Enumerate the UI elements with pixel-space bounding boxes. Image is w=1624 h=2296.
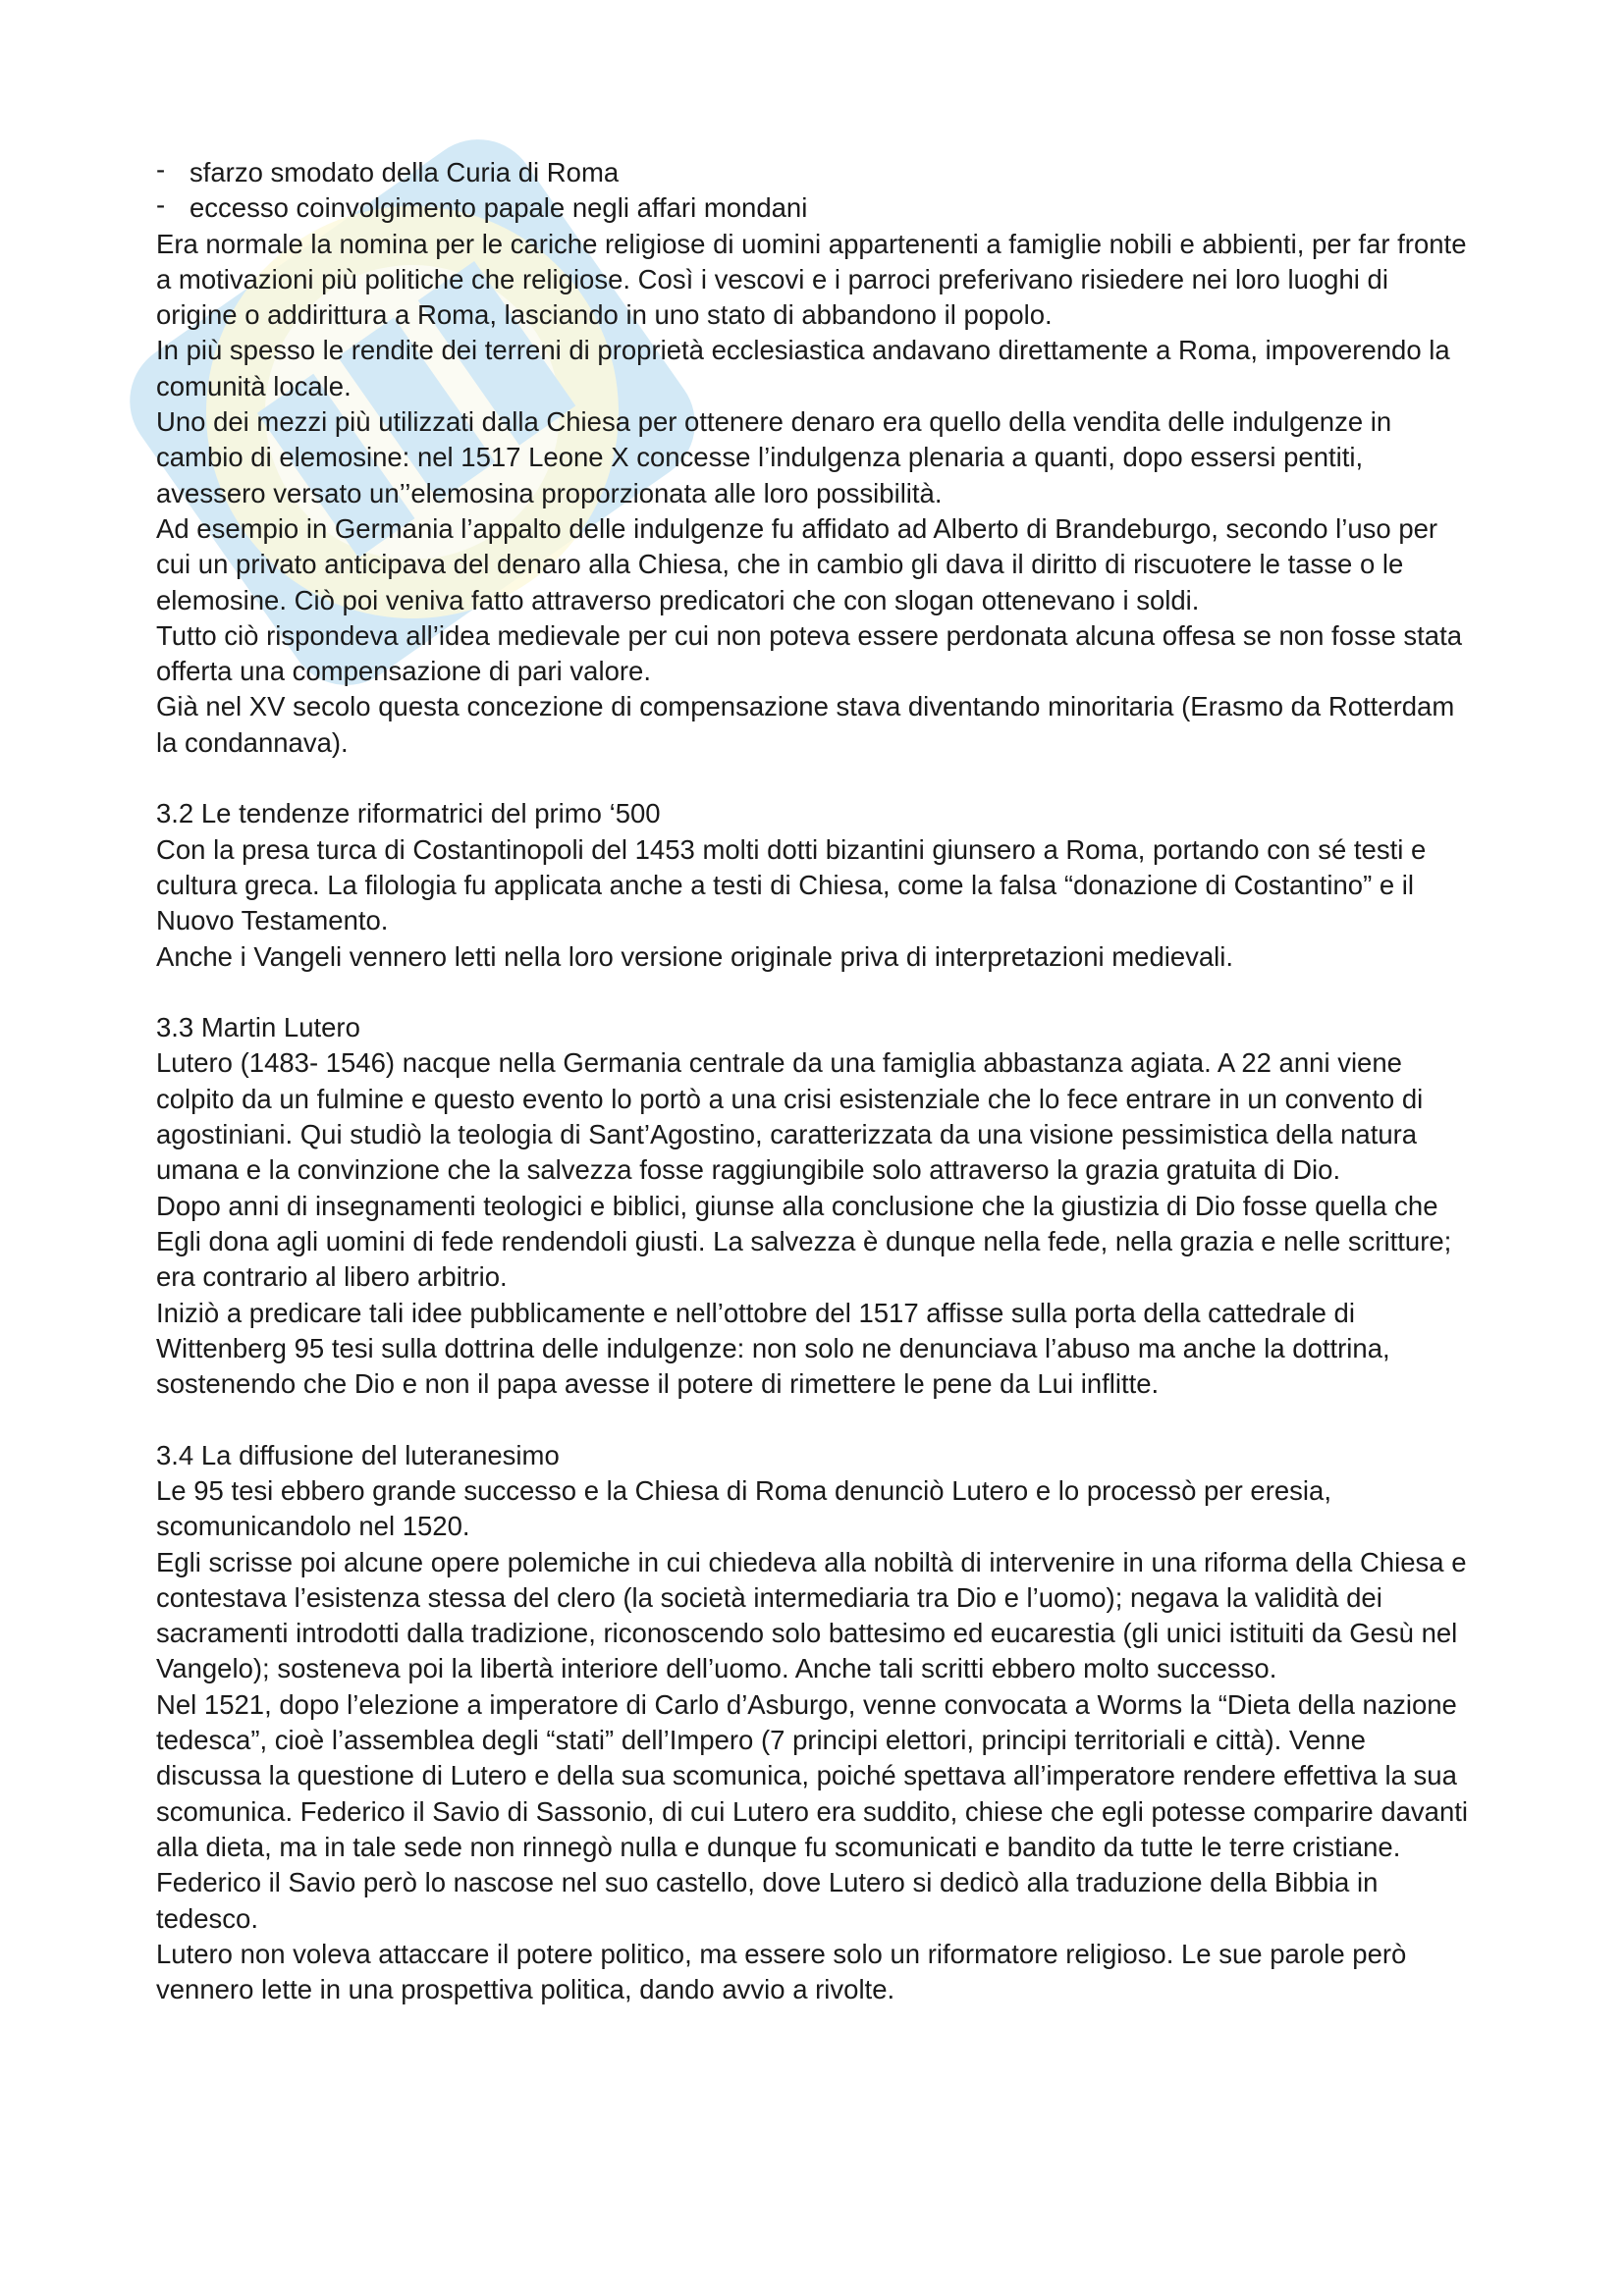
paragraph: In più spesso le rendite dei terreni di proprietà ecclesiastica andavano direttamente a Roma, impoverendo la comunità locale. [156, 335, 1450, 401]
paragraph: Anche i Vangeli vennero letti nella loro versione originale priva di interpretazioni medievali. [156, 940, 1234, 972]
paragraph: Tutto ciò rispondeva all’idea medievale per cui non poteva essere perdonata alcuna offesa se non fosse stata offerta una compensazione di pari valore. [156, 619, 1463, 687]
spacer [156, 1402, 1477, 1437]
paragraph: Uno dei mezzi più utilizzati dalla Chiesa per ottenere denaro era quello della vendita delle indulgenze in cambio di elemosine: nel 1517 Leone X concesse l’indulgenza plenaria a quanti, dopo essersi pentiti, avessero versato un’’elemosina proporzionata alle loro possibilità. [156, 406, 1392, 508]
document-body [156, 155, 1477, 2007]
paragraph: Iniziò a predicare tali idee pubblicamente e nell’ottobre del 1517 affisse sulla porta della cattedrale di Wittenberg 95 tesi sulla dottrina delle indulgenze: non solo ne denunciava l’abuso ma anche la dottrina, sostenendo che Dio e non il papa avesse il potere di rimettere le pene da Lui inflitte. [156, 1297, 1390, 1400]
paragraph: Già nel XV secolo questa concezione di compensazione stava diventando minoritaria (Erasmo da Rotterdam la condannava). [156, 691, 1455, 758]
paragraph: Le 95 tesi ebbero grande successo e la Chiesa di Roma denunciò Lutero e lo processò per eresia, scomunicandolo nel 1520. [156, 1474, 1331, 1542]
section-heading: 3.4 La diffusione del luteranesimo [156, 1439, 560, 1470]
paragraph: Lutero non voleva attaccare il potere politico, ma essere solo un riformatore religioso. Le sue parole però vennero lette in una prospettiva politica, dando avvio a rivolte. [156, 1938, 1407, 2005]
paragraph: Lutero (1483- 1546) nacque nella Germania centrale da una famiglia abbastanza agiata. A 22 anni viene colpito da un fulmine e questo evento lo portò a una crisi esistenziale che lo fece entrare in un convento di agostiniani. Qui studiò la teologia di Sant’Agostino, caratterizzata da una visione pessimistica della natura umana e la convinzione che la salvezza fosse raggiungibile solo attraverso la grazia gratuita di Dio. [156, 1047, 1424, 1186]
spacer [156, 761, 1477, 796]
section-heading: 3.3 Martin Lutero [156, 1012, 360, 1043]
paragraph: Era normale la nomina per le cariche religiose di uomini appartenenti a famiglie nobili e abbienti, per far fronte a motivazioni più politiche che religiose. Così i vescovi e i parroci preferivano risiedere nei loro luoghi di origine o addirittura a Roma, lasciando in uno stato di abbandono il popolo. [156, 228, 1467, 331]
section-heading: 3.2 Le tendenze riformatrici del primo ‘500 [156, 798, 661, 829]
bullet-item: - sfarzo smodato della Curia di Roma [156, 155, 1477, 190]
paragraph: Nel 1521, dopo l’elezione a imperatore di Carlo d’Asburgo, venne convocata a Worms la “Dieta della nazione tedesca”, cioè l’assemblea degli “stati” dell’Impero (7 principi elettori, principi territoriali e città). Venne discussa la questione di Lutero e della sua scomunica, poiché spettava all’imperatore rendere effettiva la sua scomunica. Federico il Savio di Sassonio, di cui Lutero era suddito, chiese che egli potesse comparire davanti alla dieta, ma in tale sede non rinnegò nulla e dunque fu scomunicati e bandito da tutte le terre cristiane. Federico il Savio però lo nascose nel suo castello, dove Lutero si dedicò alla traduzione della Bibbia in tedesco. [156, 1688, 1468, 1934]
spacer [156, 975, 1477, 1010]
paragraph: Egli scrisse poi alcune opere polemiche in cui chiedeva alla nobiltà di intervenire in una riforma della Chiesa e contestava l’esistenza stessa del clero (la società intermediaria tra Dio e l’uomo); negava la validità dei sacramenti introdotti dalla tradizione, riconoscendo solo battesimo ed eucarestia (gli unici istituiti da Gesù nel Vangelo); sosteneva poi la libertà interiore dell’uomo. Anche tali scritti ebbero molto successo. [156, 1546, 1467, 1684]
paragraph: Dopo anni di insegnamenti teologici e biblici, giunse alla conclusione che la giustizia di Dio fosse quella che Egli dona agli uomini di fede rendendoli giusti. La salvezza è dunque nella fede, nella grazia e nelle scritture; era contrario al libero arbitrio. [156, 1190, 1452, 1293]
paragraph: Ad esempio in Germania l’appalto delle indulgenze fu affidato ad Alberto di Brandeburgo, secondo l’uso per cui un privato anticipava del denaro alla Chiesa, che in cambio gli dava il diritto di riscuotere le tasse o le elemosine. Ciò poi veniva fatto attraverso predicatori che con slogan ottenevano i soldi. [156, 512, 1438, 615]
bullet-item: - eccesso coinvolgimento papale negli affari mondani [156, 190, 1477, 226]
paragraph: Con la presa turca di Costantinopoli del 1453 molti dotti bizantini giunsero a Roma, portando con sé testi e cultura greca. La filologia fu applicata anche a testi di Chiesa, come la falsa “donazione di Costantino” e il Nuovo Testamento. [156, 833, 1427, 936]
